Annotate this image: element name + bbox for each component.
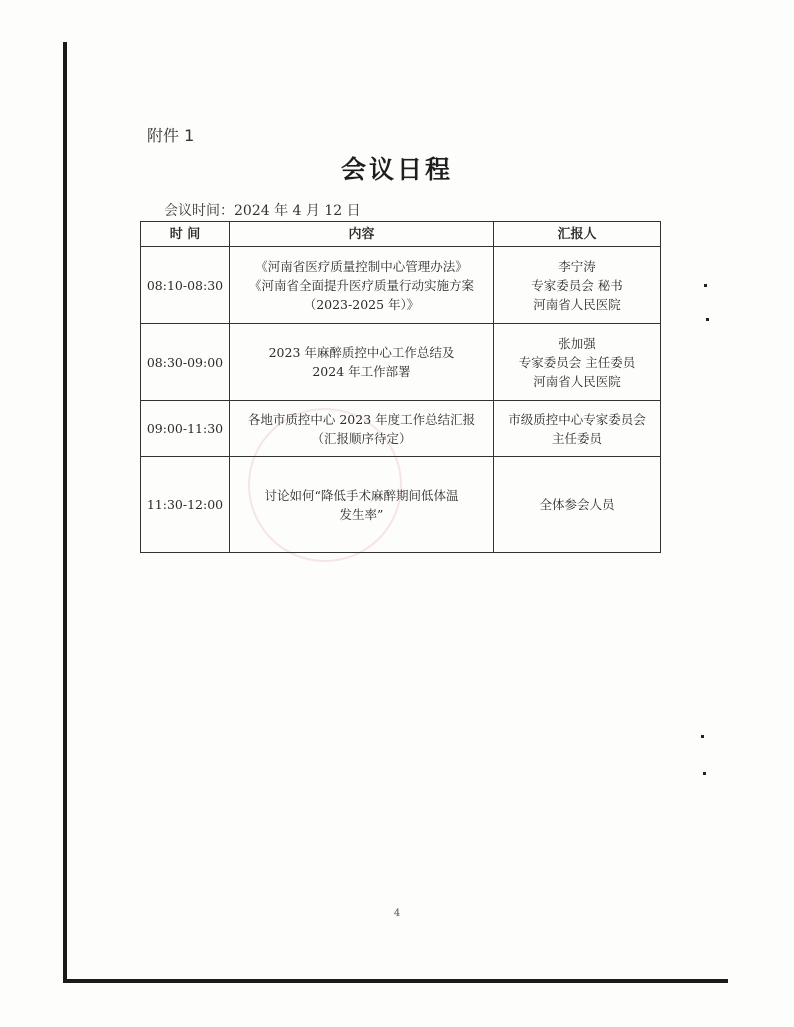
row-reporter	[494, 324, 661, 401]
row-content	[230, 247, 494, 324]
table-header-row	[141, 222, 661, 247]
header-reporter: 汇报人	[494, 222, 661, 247]
scan-speck	[703, 772, 706, 775]
schedule-table	[140, 221, 661, 553]
content-line: 《河南省医疗质量控制中心管理办法》	[255, 258, 468, 274]
table-row	[141, 247, 661, 324]
content-line: （2023-2025 年）》	[303, 296, 420, 312]
attachment-label: 附件 1	[147, 126, 195, 145]
header-time: 时 间	[141, 222, 230, 247]
row-time: 08:30-09:00	[141, 324, 230, 401]
scan-speck	[701, 735, 704, 738]
scan-speck	[706, 318, 709, 321]
row-content	[230, 324, 494, 401]
row-time: 08:10-08:30	[141, 247, 230, 324]
row-reporter	[494, 247, 661, 324]
content-line: 2024 年工作部署	[312, 364, 411, 379]
table-row	[141, 401, 661, 457]
reporter-line: 市级质控中心专家委员会	[508, 411, 646, 427]
reporter-line: 专家委员会 主任委员	[518, 354, 636, 370]
reporter-line: 河南省人民医院	[533, 373, 621, 389]
header-content: 内容	[230, 222, 494, 247]
content-line: 2023 年麻醉质控中心工作总结及	[268, 345, 455, 360]
page-number: 4	[393, 908, 401, 919]
row-time: 09:00-11:30	[141, 401, 230, 457]
reporter-line: 李宁涛	[558, 258, 596, 274]
row-content	[230, 457, 494, 553]
page-title: 会议日程	[340, 155, 453, 184]
table-row	[141, 324, 661, 401]
table-row	[141, 457, 661, 553]
scan-edge-bottom	[63, 979, 728, 983]
row-time: 11:30-12:00	[141, 457, 230, 553]
reporter-line: 全体参会人员	[539, 497, 615, 512]
row-content	[230, 401, 494, 457]
row-reporter	[494, 457, 661, 553]
reporter-line: 河南省人民医院	[533, 296, 621, 312]
content-line: 讨论如何“降低手术麻醉期间低体温	[264, 487, 459, 503]
content-line: 发生率”	[339, 506, 384, 522]
content-line: 《河南省全面提升医疗质量行动实施方案	[248, 277, 474, 293]
reporter-line: 张加强	[558, 335, 596, 351]
meeting-time: 会议时间：2024 年 4 月 12 日	[164, 203, 361, 219]
reporter-line: 主任委员	[551, 430, 602, 446]
row-reporter	[494, 401, 661, 457]
scan-speck	[704, 284, 707, 287]
content-line: （汇报顺序待定）	[311, 430, 412, 446]
content-line: 各地市质控中心 2023 年度工作总结汇报	[247, 411, 476, 427]
reporter-line: 专家委员会 秘书	[531, 277, 623, 293]
